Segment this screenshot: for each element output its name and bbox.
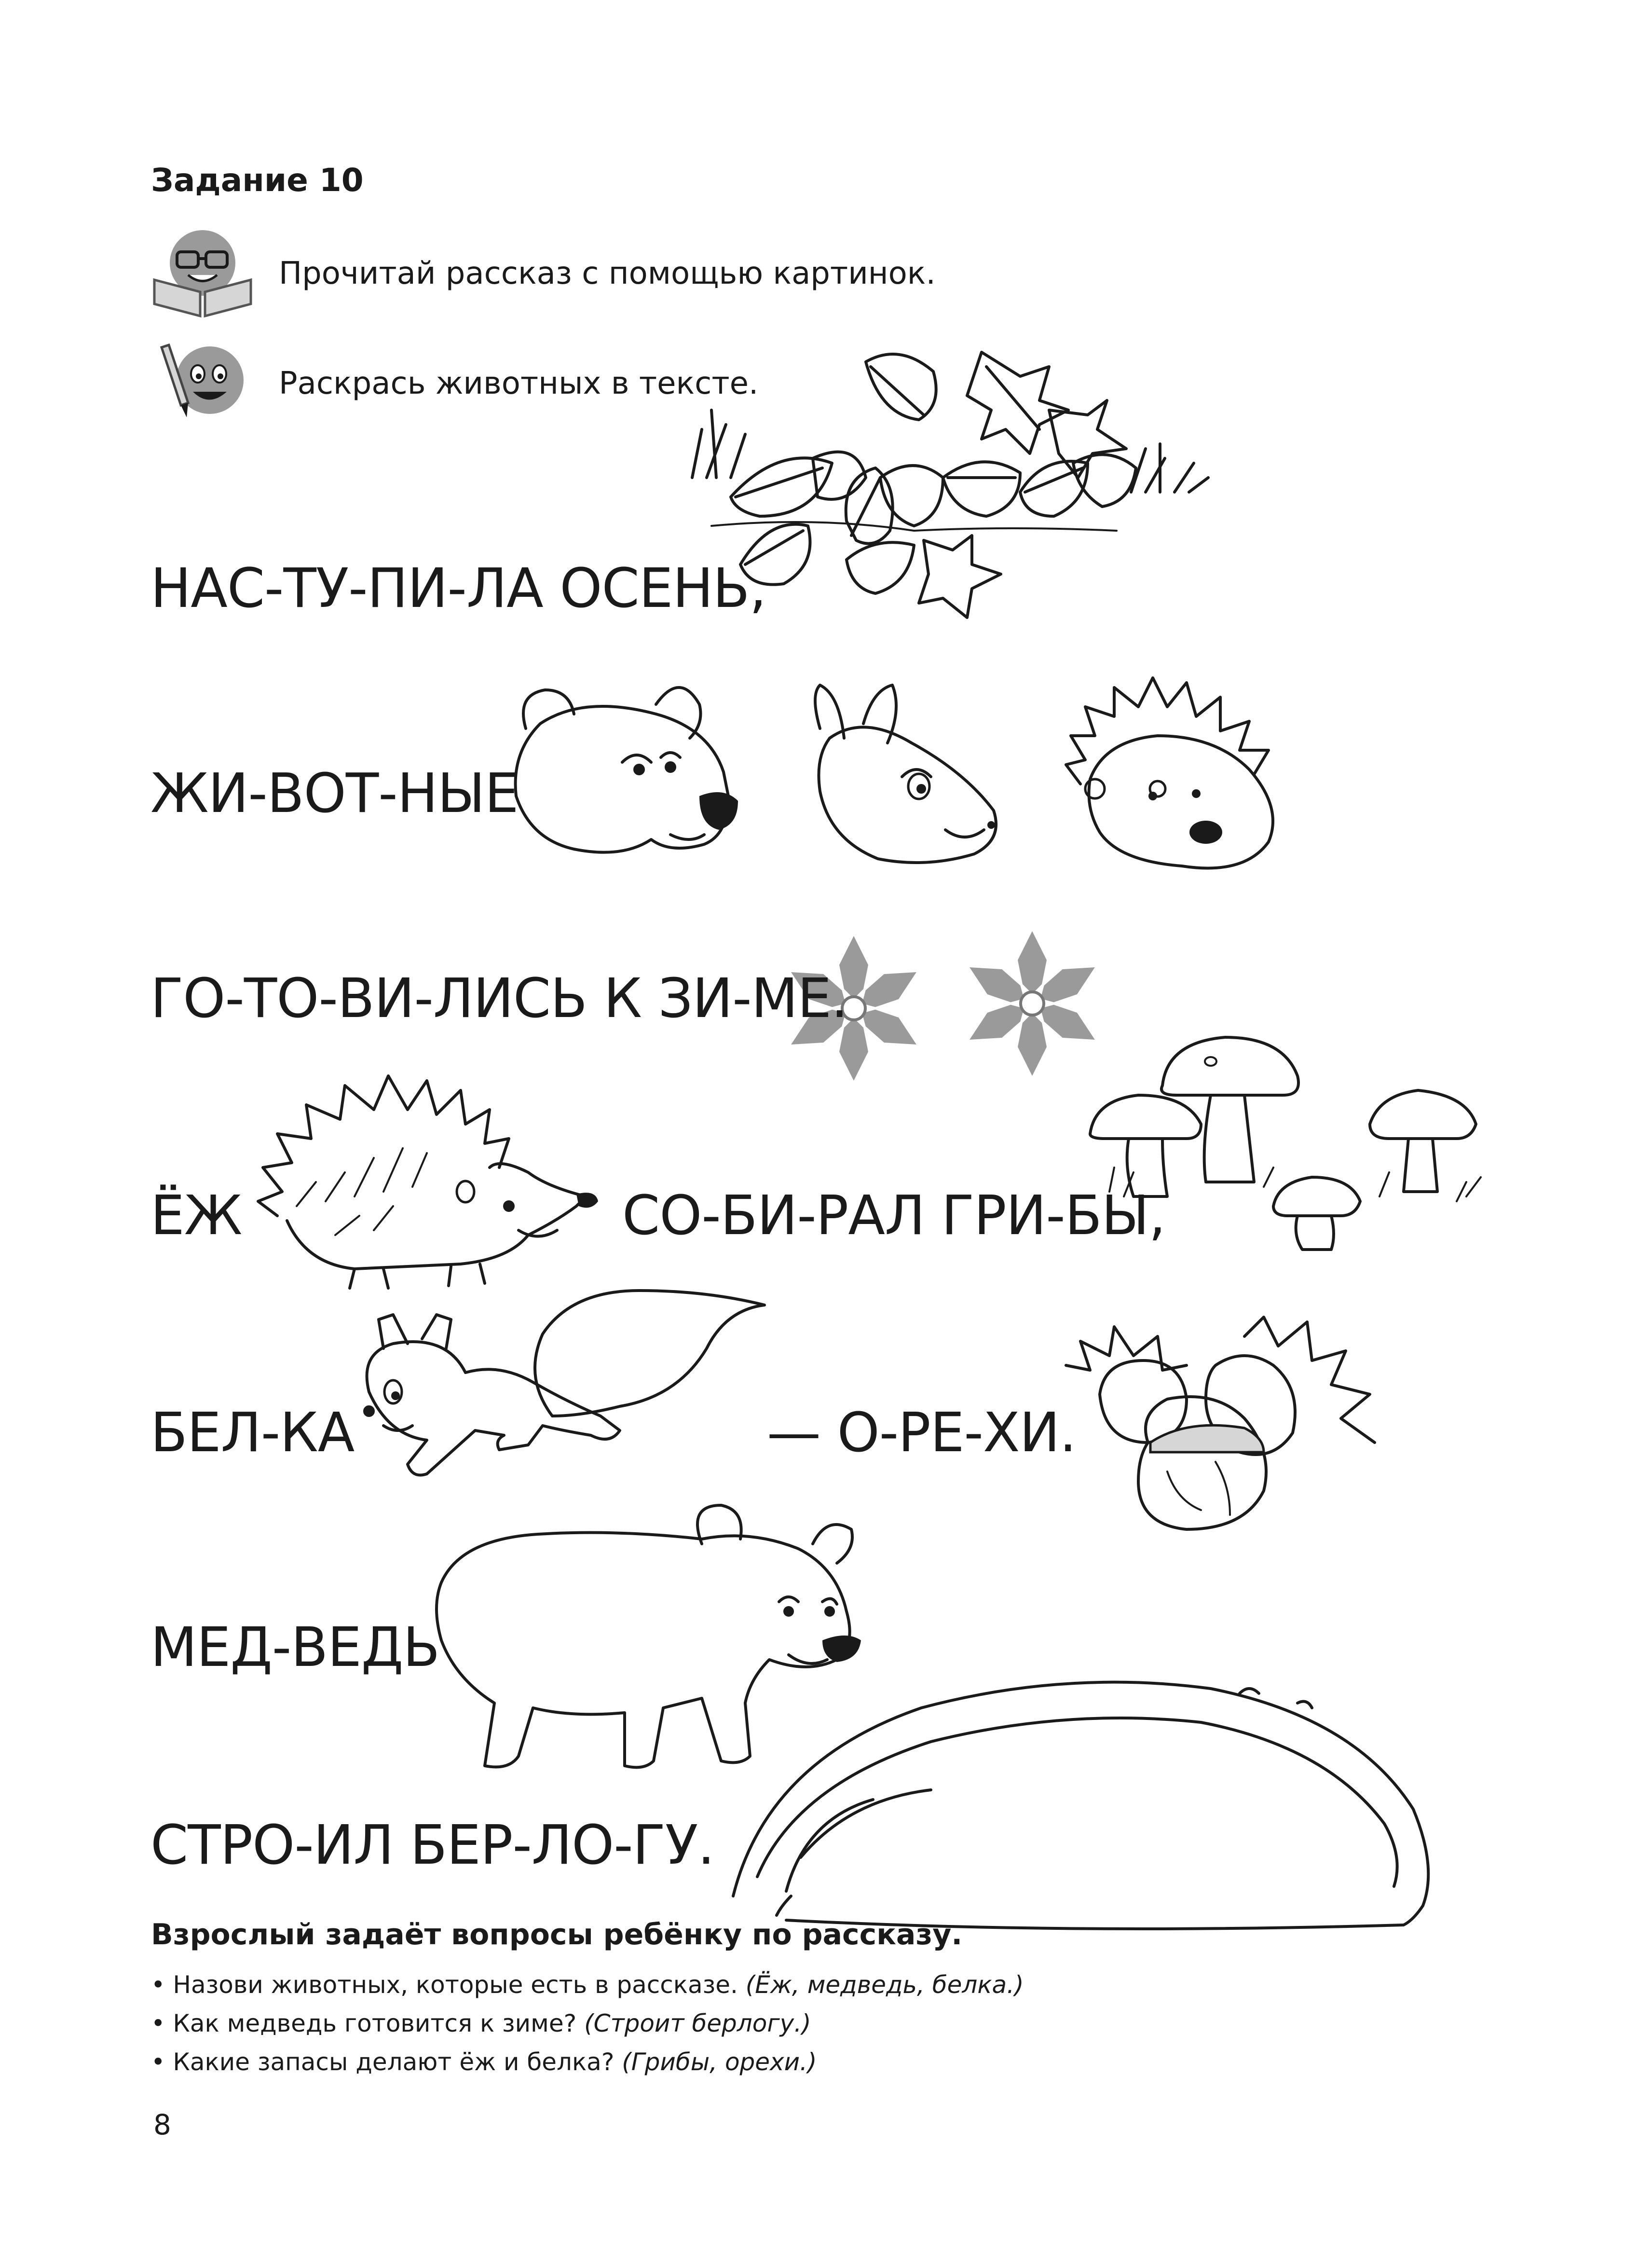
question-3	[151, 2048, 817, 2076]
story-line-5-squirrel: БЕЛ-КА	[150, 1402, 355, 1464]
question-1	[151, 1971, 1024, 1999]
question-2-answer: (Строит берлогу.)	[584, 2009, 811, 2037]
pencil-emoji-icon	[147, 338, 258, 429]
task-title: Задание 10	[151, 162, 364, 199]
bear-head-illustration	[497, 675, 757, 878]
hedgehog-head-illustration	[1061, 673, 1302, 885]
question-2	[151, 2009, 811, 2037]
story-line-5-nuts: — О-РЕ-ХИ.	[767, 1402, 1076, 1464]
question-3-answer: (Грибы, орехи.)	[622, 2048, 817, 2076]
story-line-4-mushrooms: СО-БИ-РАЛ ГРИ-БЫ,	[622, 1184, 1166, 1247]
hazelnuts-illustration	[1061, 1307, 1408, 1539]
question-1-answer: (Ёж, медведь, белка.)	[745, 1971, 1024, 1999]
question-2-text: • Как медведь готовится к зиме?	[151, 2009, 577, 2037]
autumn-leaves-illustration	[673, 333, 1300, 661]
instruction-2-text: Раскрась животных в тексте.	[279, 366, 759, 401]
squirrel-head-illustration	[791, 685, 1013, 888]
story-line-1: НАС-ТУ-ПИ-ЛА ОСЕНЬ,	[150, 557, 766, 620]
story-line-3: ГО-ТО-ВИ-ЛИСЬ К ЗИ-МЕ.	[150, 967, 848, 1030]
hedgehog-illustration	[258, 1061, 605, 1293]
story-line-2: ЖИ-ВОТ-НЫЕ	[150, 762, 519, 825]
mushrooms-illustration	[1080, 1023, 1505, 1274]
story-line-6: МЕД-ВЕДЬ	[150, 1616, 440, 1679]
squirrel-illustration	[340, 1271, 861, 1522]
story-line-4-hedgehog: ЁЖ	[150, 1184, 242, 1247]
questions-title: Взрослый задаёт вопросы ребёнку по рассказу.	[151, 1918, 963, 1952]
question-1-text: • Назови животных, которые есть в рассказе.	[151, 1971, 738, 1999]
reading-emoji-icon	[147, 227, 258, 318]
question-3-text: • Какие запасы делают ёж и белка?	[151, 2048, 614, 2076]
page-number: 8	[153, 2108, 171, 2141]
den-illustration	[728, 1664, 1442, 1935]
instruction-1-text: Прочитай рассказ с помощью картинок.	[279, 256, 936, 291]
story-line-7: СТРО-ИЛ БЕР-ЛО-ГУ.	[150, 1814, 714, 1877]
